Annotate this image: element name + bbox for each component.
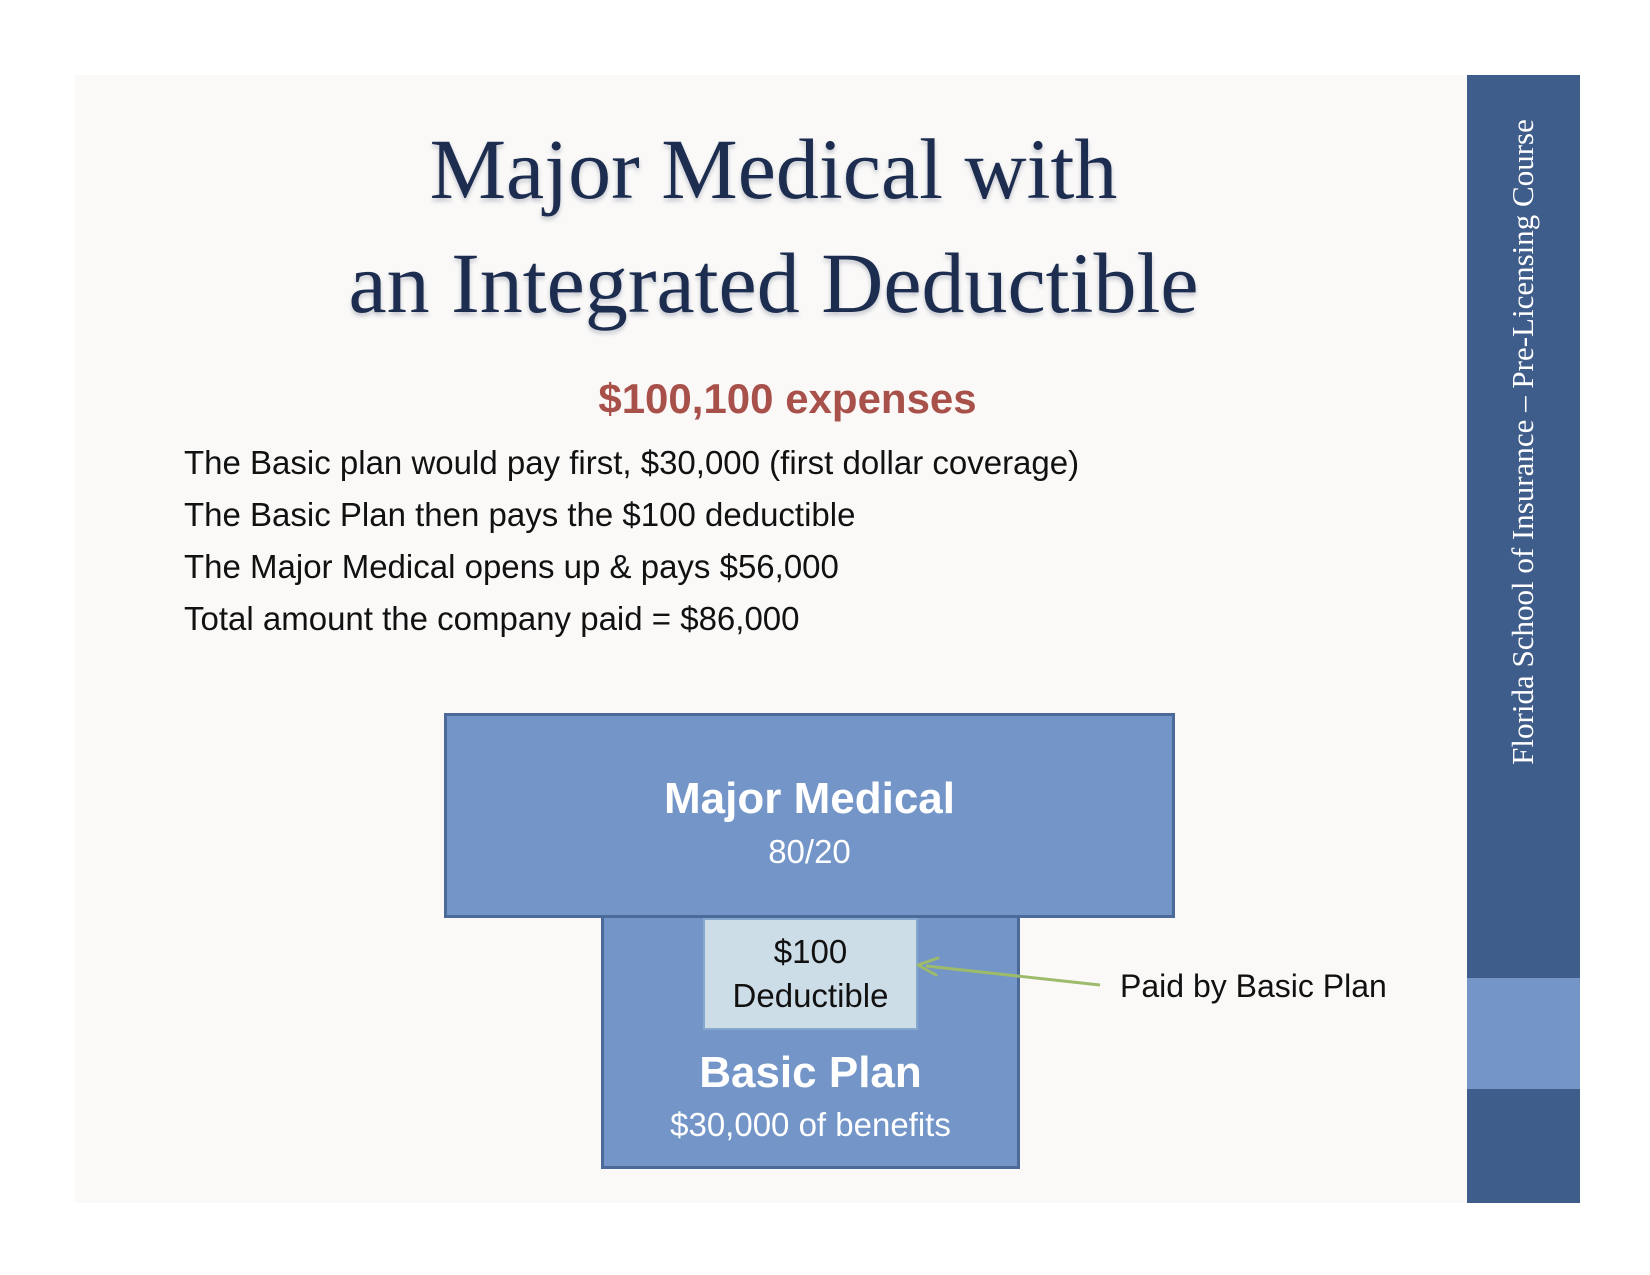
basic-plan-benefits: $30,000 of benefits [670,1106,951,1143]
explanation-lines [184,437,1079,645]
callout-arrow [900,945,1120,995]
slide-title-line-2: an Integrated Deductible [348,235,1199,331]
major-medical-label: Major Medical [664,774,955,823]
slide-title-line-1: Major Medical with [429,121,1118,217]
deductible-amount: $100 [773,933,848,970]
basic-plan-label: Basic Plan [699,1048,922,1097]
slide-title [75,112,1472,340]
callout-arrow-line [926,966,1100,985]
sidebar-course-label: Florida School of Insurance – Pre-Licensing Course [1505,119,1540,765]
explanation-line: The Major Medical opens up & pays $56,000 [184,548,839,585]
deductible-box [703,918,918,1030]
deductible-label: Deductible [732,977,889,1014]
major-medical-box [444,713,1175,918]
expenses-subtitle: $100,100 expenses [598,375,977,422]
explanation-line: Total amount the company paid = $86,000 [184,600,800,637]
explanation-line: The Basic Plan then pays the $100 deductible [184,496,856,533]
sidebar-accent-block [1467,978,1580,1089]
paid-by-basic-plan-callout: Paid by Basic Plan [1120,968,1387,1004]
major-medical-coinsurance: 80/20 [768,833,851,870]
sidebar-band [1467,75,1580,1203]
explanation-line: The Basic plan would pay first, $30,000 (first dollar coverage) [184,444,1080,481]
